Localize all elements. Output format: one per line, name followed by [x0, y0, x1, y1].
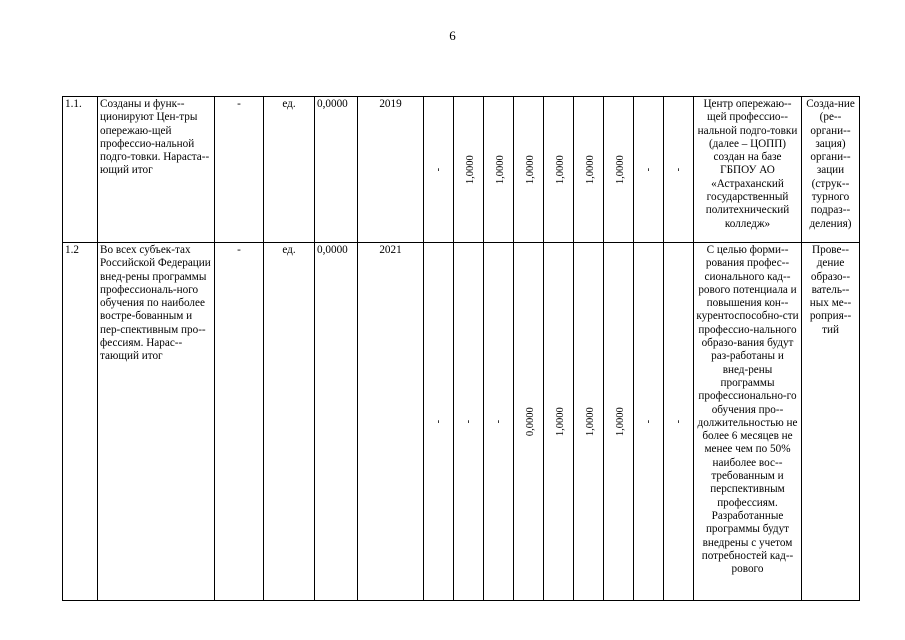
year-value [634, 97, 664, 243]
year-value [454, 243, 484, 601]
base-value: 0,0000 [315, 97, 358, 243]
unit: ед. [264, 97, 315, 243]
year-value [664, 243, 694, 601]
activity-type: Прове-дение образо-ватель-ных ме-роприя-тий [802, 243, 860, 601]
value-text: - [432, 419, 444, 424]
value-text: - [462, 419, 474, 424]
value-text: - [672, 167, 684, 172]
value-text: - [432, 167, 444, 172]
base-year: 2019 [358, 97, 424, 243]
indicator-type: - [215, 97, 264, 243]
year-value [484, 97, 514, 243]
value-text: - [492, 419, 504, 424]
value-text: 0,0000 [524, 407, 536, 436]
year-value [574, 243, 604, 601]
indicator-name: Во всех субъек-тах Российской Федерации внед-рены программы профессиональ-ного обучения по наиболее востре-бованным и пер-спективным про-фессиям. Нарас-тающий итог [98, 243, 215, 601]
value-text: 1,0000 [554, 155, 566, 184]
base-value: 0,0000 [315, 243, 358, 601]
value-text: 1,0000 [614, 407, 626, 436]
value-text: 1,0000 [494, 155, 506, 184]
value-text: 1,0000 [464, 155, 476, 184]
year-value [514, 97, 544, 243]
base-year: 2021 [358, 243, 424, 601]
result-description: Центр опережаю-щей профессио-нальной подго-товки (далее – ЦОПП) создан на базе ГБПОУ АО «Астраханский государственный политехнический колледж» [694, 97, 802, 243]
year-value [454, 97, 484, 243]
value-text: 1,0000 [614, 155, 626, 184]
year-value [604, 97, 634, 243]
page-number: 6 [449, 28, 456, 43]
year-value [424, 97, 454, 243]
year-value [604, 243, 634, 601]
activity-type: Созда-ние (ре-органи-зация) органи-зации (струк-турного подраз-деления) [802, 97, 860, 243]
value-text: 1,0000 [524, 155, 536, 184]
year-value [574, 97, 604, 243]
year-value [484, 243, 514, 601]
value-text: 1,0000 [584, 155, 596, 184]
value-text: - [672, 419, 684, 424]
row-number: 1.2 [63, 243, 98, 601]
result-description: С целью форми-рования профес-сионального кад-рового потенциала и повышения кон-курентоспособно-сти профессио-нального образо-вания будут раз-работаны и внед-рены программы профессионально-го обучения про-должительностью не более 6 месяцев не менее чем по 50% наиболее вос-требованным и перспективным профессиям. Разработанные программы будут внедрены с учетом потребностей кад-рового [694, 243, 802, 601]
value-text: 1,0000 [584, 407, 596, 436]
row-number: 1.1. [63, 97, 98, 243]
indicator-type: - [215, 243, 264, 601]
indicator-name: Созданы и функ-ционируют Цен-тры опережаю-щей профессио-нальной подго-товки. Нараста-ющий итог [98, 97, 215, 243]
table-row [63, 97, 860, 243]
year-value [634, 243, 664, 601]
value-text: - [642, 167, 654, 172]
year-value [664, 97, 694, 243]
value-text: 1,0000 [554, 407, 566, 436]
value-text: - [642, 419, 654, 424]
year-value [544, 97, 574, 243]
year-value [544, 243, 574, 601]
table-row [63, 243, 860, 601]
year-value [514, 243, 544, 601]
indicators-table [62, 96, 860, 601]
unit: ед. [264, 243, 315, 601]
year-value [424, 243, 454, 601]
